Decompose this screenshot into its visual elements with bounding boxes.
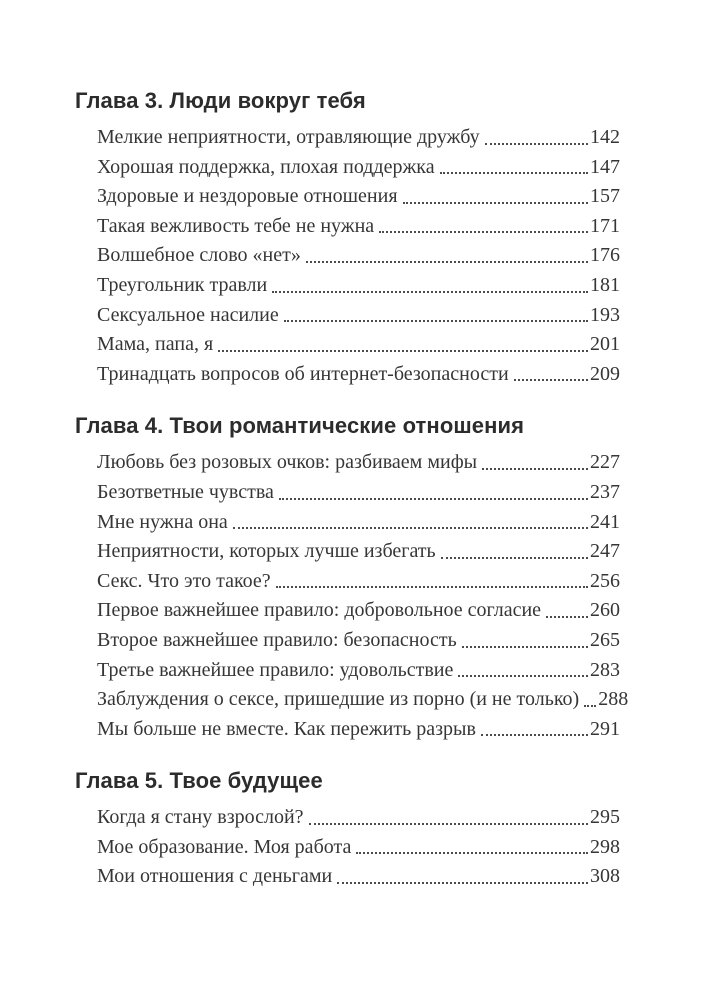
toc-entry-title: Сексуальное насилие (97, 303, 279, 326)
toc-entry[interactable] (75, 656, 620, 686)
toc-entry-title: Безответные чувства (97, 480, 274, 503)
toc-entry[interactable] (75, 271, 620, 301)
toc-entry[interactable] (75, 448, 620, 478)
toc-entry[interactable] (75, 153, 620, 183)
toc-entry[interactable] (75, 685, 629, 715)
toc-entry-title: Заблуждения о сексе, пришедшие из порно (и не только) (97, 688, 580, 711)
toc-entry-title: Волшебное слово «нет» (97, 244, 301, 267)
dot-leader (462, 646, 588, 648)
toc-entry-title: Тринадцать вопросов об интернет-безопасности (97, 362, 509, 385)
toc-entry[interactable] (75, 715, 620, 745)
dot-leader (309, 823, 588, 825)
toc-entry[interactable] (75, 862, 620, 892)
dot-leader (379, 231, 588, 233)
dot-leader (403, 202, 588, 204)
toc-entry-title: Любовь без розовых очков: разбиваем мифы (97, 451, 478, 474)
toc-entry[interactable] (75, 537, 620, 567)
dot-leader (218, 350, 588, 352)
toc-entry-title: Секс. Что это такое? (97, 569, 271, 592)
toc-entry-title: Первое важнейшее правило: добровольное согласие (97, 599, 542, 622)
toc-entry[interactable] (75, 596, 620, 626)
toc-entry-page-number: 288 (598, 688, 629, 711)
toc-entry-title: Здоровые и нездоровые отношения (97, 185, 398, 208)
chapter-heading: Глава 3. Люди вокруг тебя (75, 88, 366, 113)
toc-entry-page-number: 308 (590, 865, 620, 888)
dot-leader (233, 527, 588, 529)
dot-leader (279, 498, 588, 500)
toc-entry-page-number: 176 (590, 244, 620, 267)
dot-leader (440, 172, 588, 174)
toc-entry-title: Второе важнейшее правило: безопасность (97, 628, 457, 651)
toc-entry-title: Мои отношения с деньгами (97, 865, 333, 888)
toc-entry-page-number: 283 (590, 658, 620, 681)
toc-entry[interactable] (75, 123, 620, 153)
dot-leader (482, 468, 588, 470)
toc-section (75, 413, 629, 744)
toc-entry-title: Неприятности, которых лучше избегать (97, 540, 436, 563)
chapter-entries (75, 448, 629, 744)
toc-entry[interactable] (75, 833, 620, 863)
toc-entry-page-number: 237 (590, 480, 620, 503)
toc-entry-title: Мне нужна она (97, 510, 228, 533)
toc-entry[interactable] (75, 803, 620, 833)
dot-leader (441, 557, 588, 559)
chapter-entries (75, 803, 620, 892)
dot-leader (584, 705, 596, 707)
toc-entry-page-number: 247 (590, 540, 620, 563)
toc-entry-page-number: 241 (590, 510, 620, 533)
toc-entry-title: Мелкие неприятности, отравляющие дружбу (97, 126, 480, 148)
toc-entry-page-number: 147 (590, 155, 620, 178)
toc-entry[interactable] (75, 241, 620, 271)
dot-leader (546, 616, 588, 618)
toc-entry[interactable] (75, 478, 620, 508)
toc-entry-title: Мы больше не вместе. Как пережить разрыв (97, 717, 476, 740)
dot-leader (458, 675, 588, 677)
dot-leader (514, 379, 588, 381)
toc-entry-page-number: 209 (590, 362, 620, 385)
toc-entry-page-number: 260 (590, 599, 620, 622)
toc-entry-page-number: 256 (590, 569, 620, 592)
toc-entry-title: Третье важнейшее правило: удовольствие (97, 658, 454, 681)
toc-entry[interactable] (75, 301, 620, 331)
chapter-heading: Глава 5. Твое будущее (75, 768, 323, 794)
toc-entry-title: Когда я стану взрослой? (97, 806, 304, 829)
dot-leader (481, 734, 588, 736)
toc-entry[interactable] (75, 360, 620, 390)
dot-leader (356, 852, 588, 854)
toc-entry-title: Мое образование. Моя работа (97, 835, 352, 858)
toc-entry-title: Такая вежливость тебе не нужна (97, 214, 375, 237)
chapter-entries (75, 123, 620, 389)
table-of-contents (75, 88, 629, 892)
toc-entry-title: Мама, папа, я (97, 333, 214, 356)
toc-entry[interactable] (75, 626, 620, 656)
dot-leader (284, 320, 588, 322)
toc-entry[interactable] (75, 212, 620, 242)
toc-entry-page-number: 265 (590, 628, 620, 651)
toc-entry-page-number: 298 (590, 835, 620, 858)
toc-entry[interactable] (75, 330, 620, 360)
toc-entry-page-number: 171 (590, 214, 620, 237)
dot-leader (276, 586, 588, 588)
toc-entry-page-number: 201 (590, 333, 620, 356)
dot-leader (306, 261, 588, 263)
toc-entry-page-number: 295 (590, 806, 620, 829)
dot-leader (272, 291, 588, 293)
toc-entry-page-number: 291 (590, 717, 620, 740)
toc-entry-page-number: 227 (590, 451, 620, 474)
toc-entry-page-number: 181 (590, 273, 620, 296)
toc-entry-title: Хорошая поддержка, плохая поддержка (97, 155, 435, 178)
toc-entry[interactable] (75, 182, 620, 212)
chapter-heading: Глава 4. Твои романтические отношения (75, 413, 525, 439)
toc-entry-page-number: 157 (590, 185, 620, 208)
dot-leader (337, 882, 588, 884)
toc-entry-page-number: 142 (590, 126, 620, 148)
toc-section (75, 88, 620, 389)
toc-entry[interactable] (75, 567, 620, 597)
toc-entry-title: Треугольник травли (97, 273, 268, 296)
toc-entry-page-number: 193 (590, 303, 620, 326)
dot-leader (485, 143, 588, 145)
toc-entry[interactable] (75, 508, 620, 538)
toc-section (75, 768, 620, 892)
